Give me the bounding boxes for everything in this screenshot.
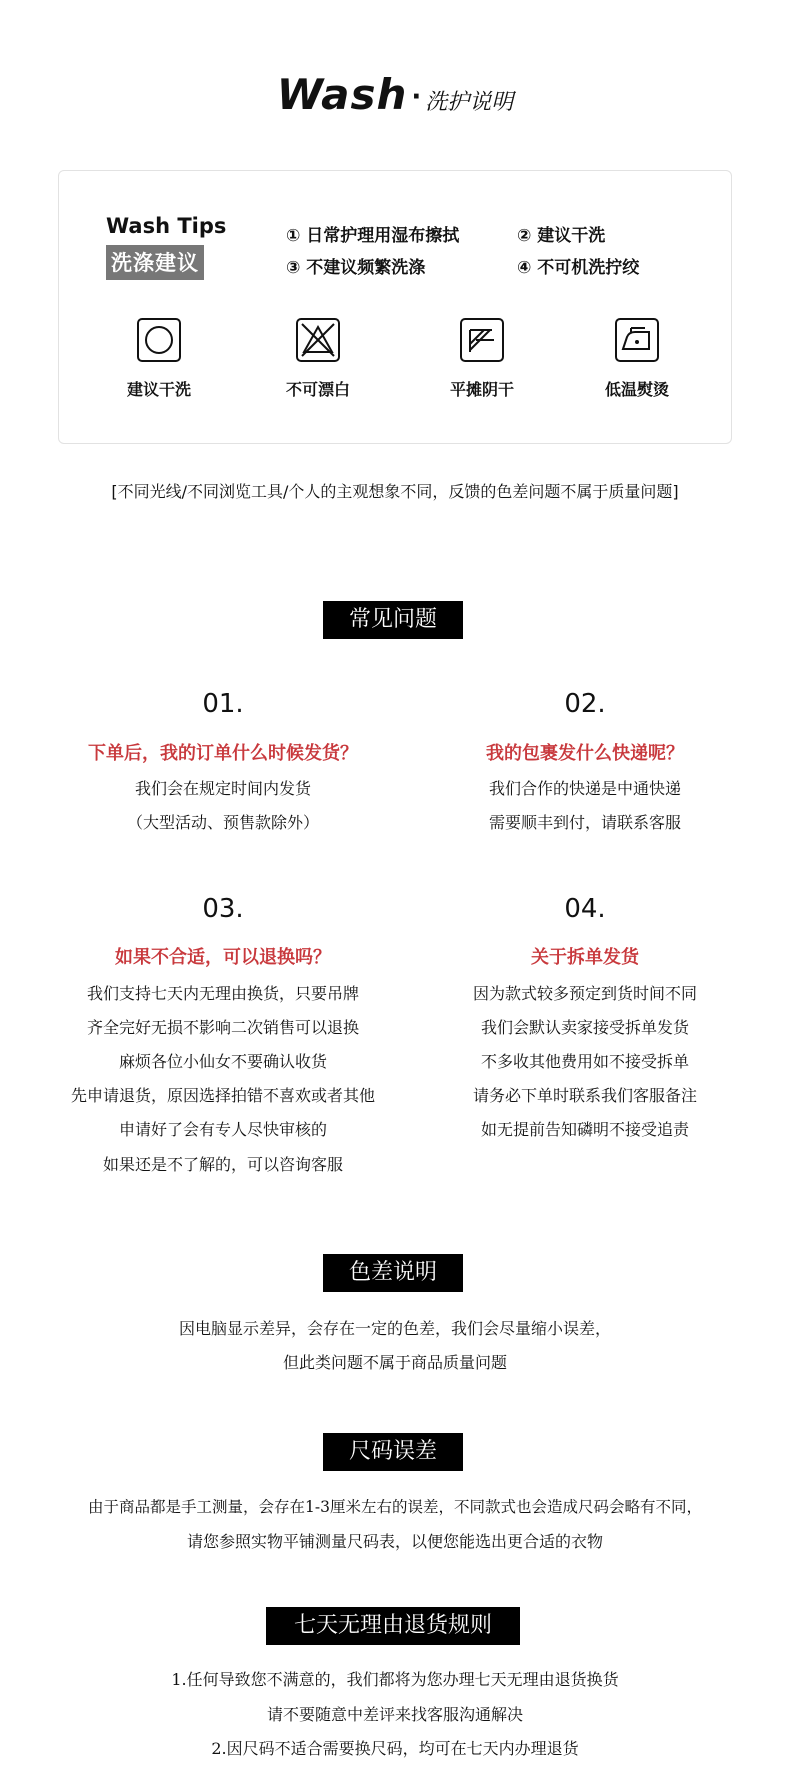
- faq-answer-3-line-4: 先申请退货，原因选择拍错不喜欢或者其他: [70, 1086, 375, 1105]
- iron-low-label: 低温熨烫: [604, 380, 669, 399]
- faq-question-1: 下单后，我的订单什么时候发货？: [88, 743, 358, 764]
- iron-low-icon: [615, 318, 659, 362]
- faq-answer-4-line-4: 请务必下单时联系我们客服备注: [472, 1086, 697, 1105]
- no-bleach-label: 不可漂白: [285, 380, 350, 399]
- faq-answer-3-line-5: 申请好了会有专人尽快审核的: [118, 1120, 327, 1139]
- color-diff-line-2: 但此类问题不属于商品质量问题: [282, 1353, 507, 1372]
- return-policy-line-3: 2.因尺码不适合需要换尺码，均可在七天内办理退货: [211, 1739, 579, 1758]
- faq-question-3: 如果不合适，可以退换吗？: [115, 947, 331, 968]
- color-note: [不同光线/不同浏览工具/个人的主观想象不同，反馈的色差问题不属于质量问题]: [111, 482, 679, 501]
- wash-tip-1: ① 日常护理用湿布擦拭: [286, 226, 460, 246]
- faq-number-2: 02.: [564, 689, 606, 719]
- wash-tips-card: [58, 170, 732, 444]
- size-error-line-1: 由于商品都是手工测量，会存在1-3厘米左右的误差，不同款式也会造成尺码会略有不同，: [88, 1498, 702, 1516]
- dry-clean-label: 建议干洗: [126, 380, 191, 399]
- faq-answer-4-line-3: 不多收其他费用如不接受拆单: [480, 1052, 689, 1071]
- faq-answer-4-line-1: 因为款式较多预定到货时间不同: [472, 984, 697, 1003]
- faq-question-2: 我的包裹发什么快递呢？: [486, 743, 684, 764]
- header-title-en: Wash: [276, 70, 408, 119]
- return-policy-title: 七天无理由退货规则: [266, 1607, 520, 1645]
- faq-answer-1-line-1: 我们会在规定时间内发货: [134, 779, 311, 798]
- header-title-zh: 洗护说明: [425, 90, 514, 115]
- faq-answer-3-line-6: 如果还是不了解的，可以咨询客服: [102, 1155, 343, 1174]
- faq-question-4: 关于拆单发货: [531, 947, 639, 968]
- return-policy-line-1: 1.任何导致您不满意的，我们都将为您办理七天无理由退货换货: [171, 1670, 619, 1689]
- size-error-title: 尺码误差: [323, 1433, 463, 1471]
- color-diff-line-1: 因电脑显示差异，会存在一定的色差，我们会尽量缩小误差，: [178, 1319, 611, 1338]
- faq-answer-3-line-3: 麻烦各位小仙女不要确认收货: [118, 1052, 327, 1071]
- faq-answer-3-line-1: 我们支持七天内无理由换货，只要吊牌: [86, 984, 359, 1003]
- faq-section-title: 常见问题: [323, 601, 463, 639]
- dry-flat-shade-label: 平摊阴干: [449, 380, 514, 399]
- faq-number-1: 01.: [202, 689, 244, 719]
- faq-answer-2-line-1: 我们合作的快递是中通快递: [488, 779, 681, 798]
- wash-tip-2: ② 建议干洗: [517, 226, 606, 246]
- faq-answer-4-line-5: 如无提前告知磷明不接受追责: [480, 1120, 689, 1139]
- wash-tip-3: ③ 不建议频繁洗涤: [286, 258, 426, 278]
- dry-flat-shade-icon: [460, 318, 504, 362]
- wash-tips-title-zh: 洗涤建议: [106, 245, 204, 280]
- no-bleach-icon: [296, 318, 340, 362]
- page-header: [0, 70, 790, 120]
- faq-answer-4-line-2: 我们会默认卖家接受拆单发货: [480, 1018, 689, 1037]
- faq-answer-3-line-2: 齐全完好无损不影响二次销售可以退换: [86, 1018, 359, 1037]
- return-policy-line-2: 请不要随意中差评来找客服沟通解决: [266, 1705, 523, 1724]
- header-dot: ·: [411, 82, 422, 112]
- wash-tips-title-en: Wash Tips: [106, 214, 227, 238]
- faq-number-3: 03.: [202, 894, 244, 924]
- wash-tip-4: ④ 不可机洗拧绞: [517, 258, 640, 278]
- faq-answer-1-line-2: （大型活动、预售款除外）: [126, 813, 319, 832]
- faq-answer-2-line-2: 需要顺丰到付，请联系客服: [488, 813, 681, 832]
- dry-clean-icon: [137, 318, 181, 362]
- color-diff-title: 色差说明: [323, 1254, 463, 1292]
- size-error-line-2: 请您参照实物平铺测量尺码表，以便您能选出更合适的衣物: [186, 1532, 603, 1551]
- faq-number-4: 04.: [564, 894, 606, 924]
